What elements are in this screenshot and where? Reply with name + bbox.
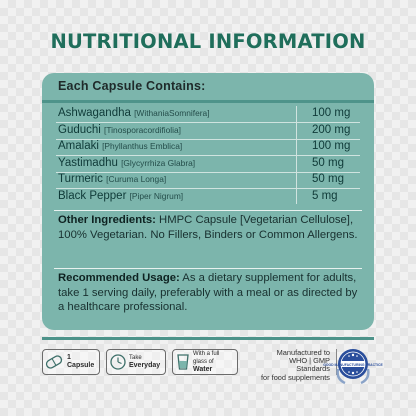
table-row [42, 106, 374, 123]
ingredient-latin: [WithaniaSomnifera] [134, 108, 210, 118]
mfg-line-3: for food supplements [260, 372, 330, 382]
mfg-line-1: Manufactured to [276, 348, 330, 357]
gmp-seal-icon [323, 345, 383, 387]
manufacturing-note [260, 349, 330, 382]
other-ingredients-label: Other Ingredients: [58, 214, 156, 226]
page-title: NUTRITIONAL INFORMATION [50, 30, 366, 53]
water-badge-mid: glass of [193, 359, 214, 365]
seal-text: GOOD MANUFACTURING PRACTICE [323, 362, 383, 367]
water-badge-top: With a full [193, 351, 220, 357]
capsule-icon [43, 351, 67, 373]
capsule-badge-label: 1 Capsule [67, 354, 95, 369]
usage-label: Recommended Usage: [58, 272, 180, 284]
everyday-badge-top: Take [129, 355, 142, 361]
table-row [42, 156, 374, 173]
clock-icon [107, 351, 129, 373]
ingredient-name: Yastimadhu [58, 156, 118, 169]
ingredient-name: Amalaki [58, 140, 99, 152]
footer-band [42, 337, 374, 340]
ingredient-latin: [Curuma Longa] [106, 174, 167, 184]
ingredient-amount: 200 mg [312, 123, 351, 136]
ingredient-latin: [Tinosporacordifiolia] [104, 124, 182, 135]
ingredient-latin: [Phyllanthus Emblica] [102, 141, 183, 151]
row-divider [56, 188, 360, 189]
water-glass-icon [173, 351, 193, 373]
ingredient-amount: 100 mg [312, 140, 351, 152]
section-divider [54, 268, 362, 269]
nutrition-card [42, 73, 374, 330]
ingredient-amount: 50 mg [312, 156, 344, 169]
water-badge-bottom: Water [193, 366, 213, 373]
other-ingredients [58, 213, 362, 242]
recommended-usage [58, 271, 362, 315]
table-row [42, 172, 374, 189]
card-header: Each Capsule Contains: [58, 79, 206, 93]
table-row [42, 139, 374, 156]
everyday-badge-bottom: Everyday [129, 362, 161, 369]
ingredient-amount: 50 mg [312, 173, 344, 185]
ingredient-name: Guduchi [58, 123, 101, 136]
table-row [42, 189, 374, 206]
capsule-badge [42, 349, 100, 375]
water-badge [172, 349, 238, 375]
ingredient-name: Black Pepper [58, 189, 127, 202]
row-divider [56, 139, 360, 140]
row-divider [56, 122, 360, 123]
row-divider [56, 155, 360, 156]
footer-badges [42, 343, 383, 387]
ingredient-amount: 100 mg [312, 107, 351, 119]
everyday-badge [106, 349, 166, 375]
ingredient-latin: [Glycyrrhiza Glabra] [121, 157, 196, 168]
row-divider [56, 172, 360, 173]
table-row [42, 123, 374, 140]
ingredient-name: Turmeric [58, 173, 103, 185]
section-divider [54, 210, 362, 211]
usage-text: As a dietary supplement for adults, take 1 serving daily, preferably with a meal or as directed by a healthcare professional. [58, 272, 358, 314]
ingredient-latin: [Piper Nigrum] [129, 190, 184, 201]
ingredient-amount: 5 mg [312, 189, 338, 202]
mfg-line-2: WHO | GMP Standards [289, 356, 330, 374]
header-band [42, 100, 374, 103]
other-ingredients-text: HMPC Capsule [Vegetarian Cellulose], 100% Vegetarian. No Fillers, Binders or Common Allergens. [58, 214, 358, 241]
ingredient-name: Ashwagandha [58, 107, 131, 119]
